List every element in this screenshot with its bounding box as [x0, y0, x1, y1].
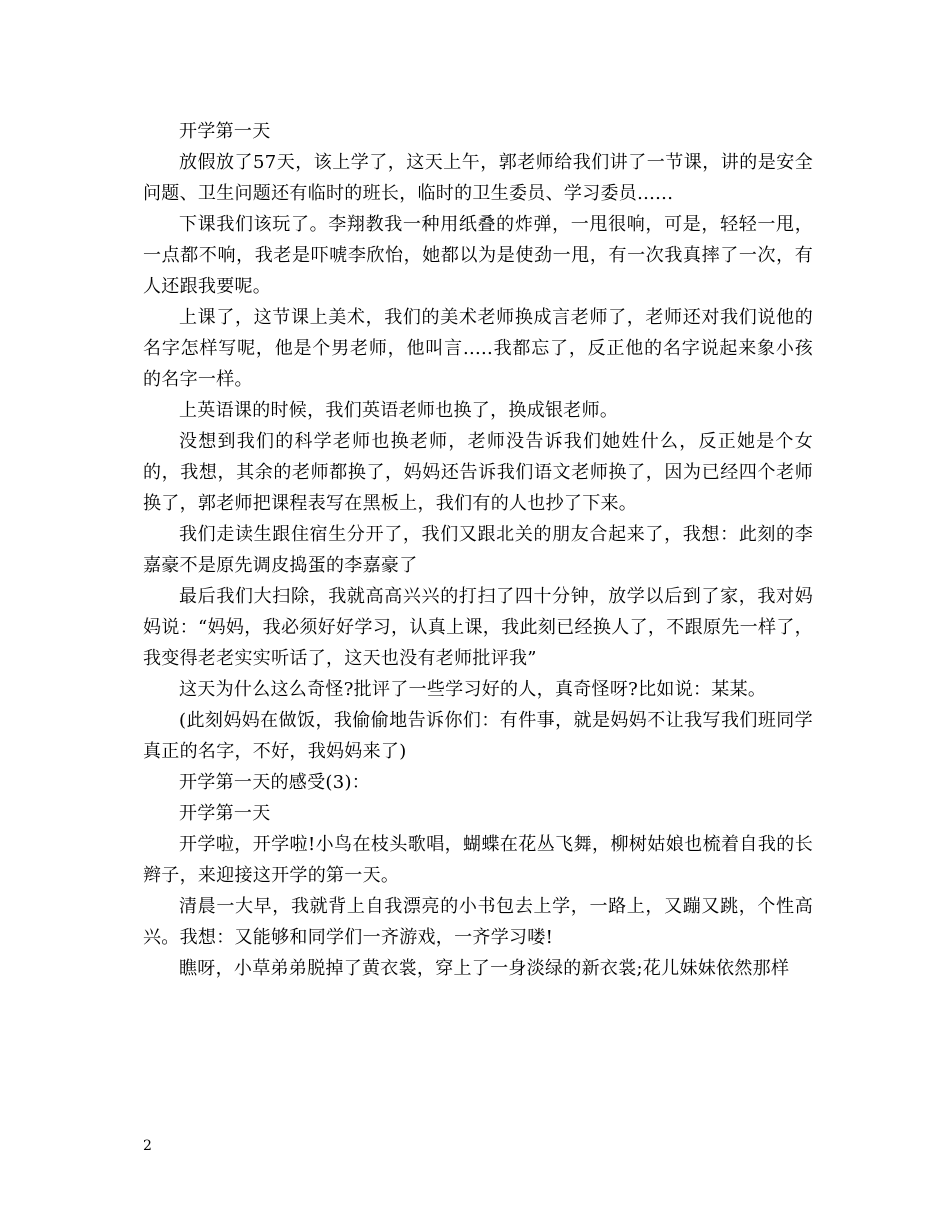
paragraph: 开学啦，开学啦!小鸟在枝头歌唱，蝴蝶在花丛飞舞，柳树姑娘也梳着自我的长辫子，来迎接这开学的第一天。 [143, 834, 813, 886]
paragraph: 瞧呀，小草弟弟脱掉了黄衣裳，穿上了一身淡绿的新衣裳;花儿妹妹依然那样 [179, 958, 790, 979]
paragraph: 下课我们该玩了。李翔教我一种用纸叠的炸弹，一甩很响，可是，轻轻一甩，一点都不响，我老是吓唬李欣怡，她都以为是使劲一甩，有一次我真摔了一次，有人还跟我要呢。 [143, 214, 813, 297]
paragraph: 这天为什么这么奇怪?批评了一些学习好的人，真奇怪呀?比如说：某某。 [179, 679, 767, 700]
paragraph: 上英语课的时候，我们英语老师也换了，换成银老师。 [179, 400, 619, 421]
paragraph: 我们走读生跟住宿生分开了，我们又跟北关的朋友合起来了，我想：此刻的李嘉豪不是原先调皮捣蛋的李嘉豪了 [143, 524, 813, 576]
document-body [143, 116, 813, 984]
paragraph: 开学第一天 [179, 803, 271, 824]
paragraph: 最后我们大扫除，我就高高兴兴的打扫了四十分钟，放学以后到了家，我对妈妈说：“妈妈，我必须好好学习，认真上课，我此刻已经换人了，不跟原先一样了，我变得老老实实听话了，这天也没有老师批评我” [143, 586, 813, 669]
paragraph: 没想到我们的科学老师也换老师，老师没告诉我们她姓什么，反正她是个女的，我想，其余的老师都换了，妈妈还告诉我们语文老师换了，因为已经四个老师换了，郭老师把课程表写在黑板上，我们有的人也抄了下来。 [143, 431, 813, 514]
paragraph: (此刻妈妈在做饭，我偷偷地告诉你们：有件事，就是妈妈不让我写我们班同学真正的名字，不好，我妈妈来了) [143, 710, 813, 762]
paragraph: 清晨一大早，我就背上自我漂亮的小书包去上学，一路上，又蹦又跳，个性高兴。我想：又能够和同学们一齐游戏，一齐学习喽! [143, 896, 813, 948]
paragraph: 开学第一天的感受(3)： [179, 772, 371, 793]
page-number: 2 [143, 1138, 152, 1154]
paragraph: 开学第一天 [179, 121, 271, 142]
paragraph: 放假放了57天，该上学了，这天上午，郭老师给我们讲了一节课，讲的是安全问题、卫生问题还有临时的班长，临时的卫生委员、学习委员...... [143, 152, 813, 204]
paragraph: 上课了，这节课上美术，我们的美术老师换成言老师了，老师还对我们说他的名字怎样写呢，他是个男老师，他叫言.....我都忘了，反正他的名字说起来象小孩的名字一样。 [143, 307, 813, 390]
